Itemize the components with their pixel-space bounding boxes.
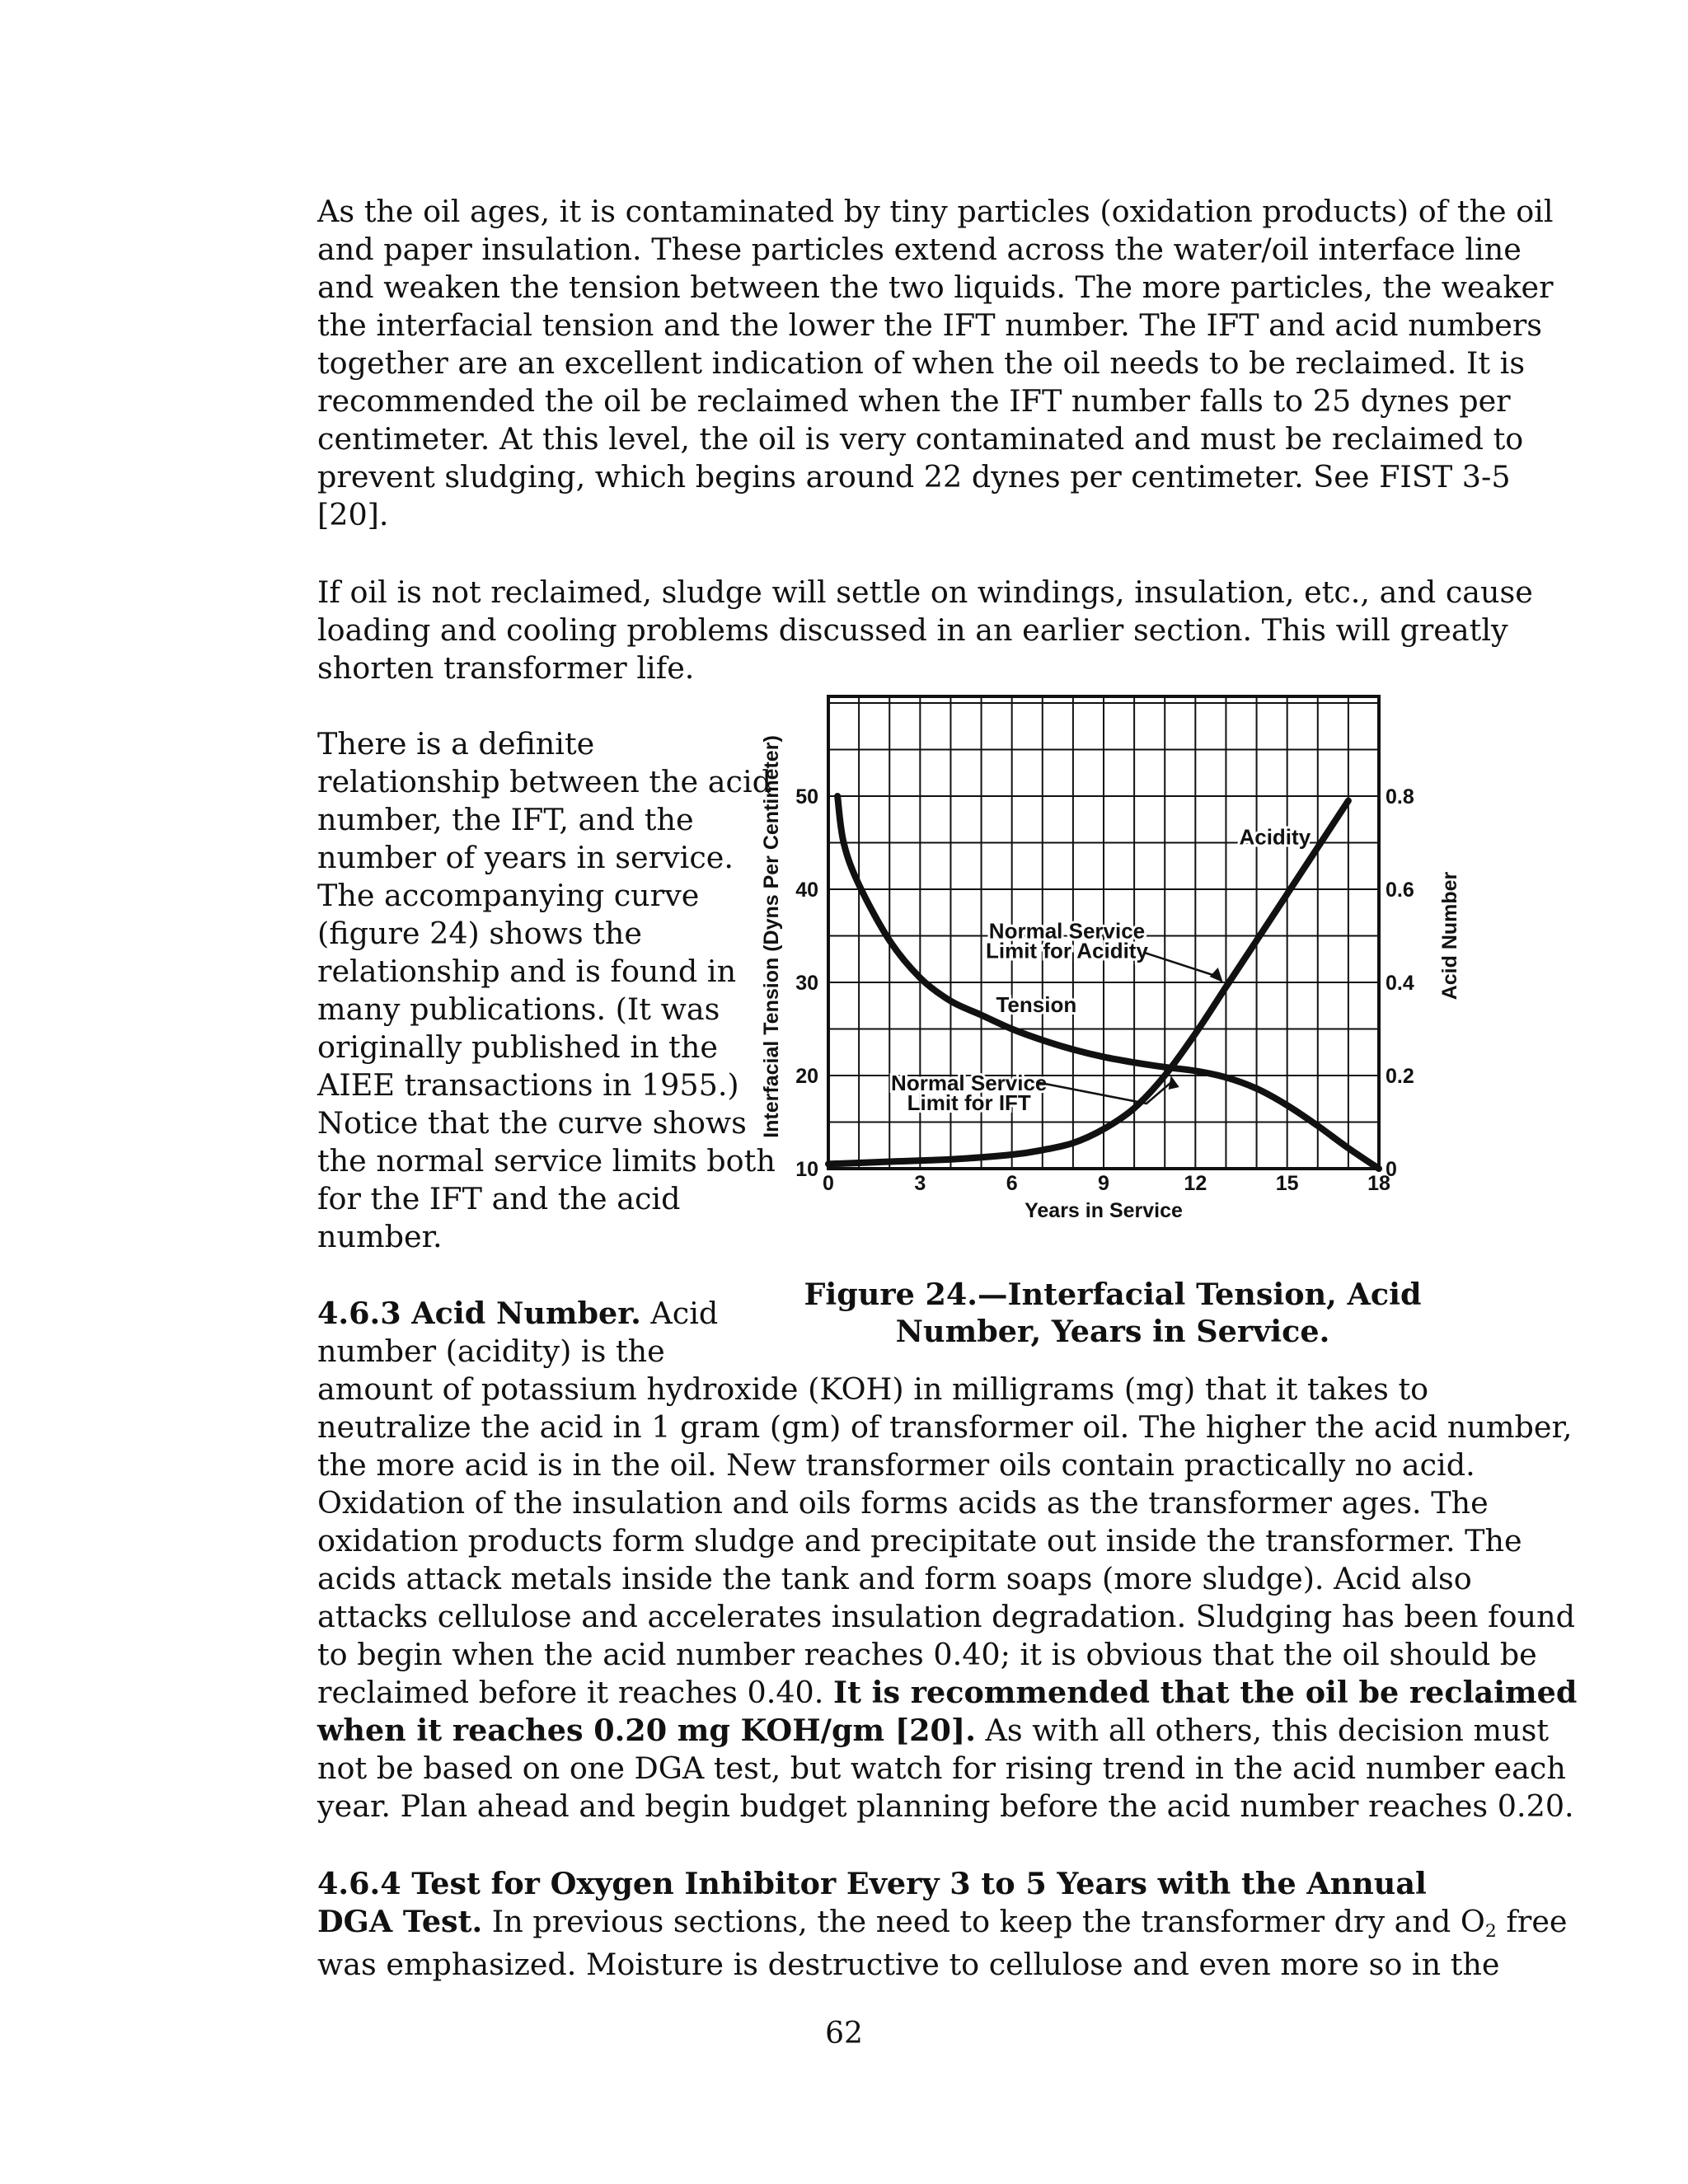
section-4-6-4-heading-end: DGA Test.	[317, 1904, 483, 1939]
section-4-6-3-line: to begin when the acid number reaches 0.40; it is obvious that the oil should be	[317, 1637, 1537, 1672]
y-right-tick-label: 0.8	[1386, 785, 1414, 808]
y-axis-right-label: Acid Number	[1438, 871, 1461, 1001]
x-axis-label: Years in Service	[1025, 1199, 1183, 1222]
x-tick-label: 6	[1006, 1172, 1018, 1195]
paragraph-ift-intro-line: centimeter. At this level, the oil is very contaminated and must be reclaimed to	[317, 421, 1524, 457]
section-4-6-3	[317, 1295, 1578, 1825]
paragraph-ift-intro-line: [20].	[317, 497, 389, 532]
paragraph-relationship-line: originally published in the	[317, 1029, 718, 1065]
section-4-6-3-line: acids attack metals inside the tank and form soaps (more sludge). Acid also	[317, 1561, 1472, 1596]
paragraph-ift-intro-line: and paper insulation. These particles extend across the water/oil interface line	[317, 232, 1522, 267]
figure-caption-line-2: Number, Years in Service.	[895, 1314, 1330, 1349]
x-tick-label: 15	[1275, 1172, 1299, 1195]
x-tick-label: 3	[914, 1172, 926, 1195]
annotation-acid-limit-leader	[1143, 953, 1220, 978]
annotation-acid-limit-arrowhead	[1210, 968, 1223, 982]
section-4-6-3-line-recommend-1	[317, 1674, 1578, 1712]
paragraph-ift-intro-line: the interfacial tension and the lower the IFT number. The IFT and acid numbers	[317, 307, 1543, 343]
y-right-tick-label: 0.2	[1386, 1065, 1414, 1088]
section-4-6-3-line: not be based on one DGA test, but watch for rising trend in the acid number each	[317, 1750, 1566, 1786]
y-left-tick-label: 30	[795, 972, 818, 995]
paragraph-relationship-line: number of years in service.	[317, 840, 734, 875]
y-right-tick-label: 0.4	[1386, 972, 1414, 995]
paragraph-relationship-line: The accompanying curve	[317, 878, 700, 913]
y-right-tick-label: 0.6	[1386, 879, 1414, 902]
section-4-6-3-line: oxidation products form sludge and precipitate out inside the transformer. The	[317, 1523, 1522, 1558]
section-4-6-3-intro-1: Acid	[640, 1296, 719, 1331]
x-tick-label: 18	[1367, 1172, 1390, 1195]
section-4-6-3-line: the more acid is in the oil. New transformer oils contain practically no acid.	[317, 1447, 1475, 1483]
y-left-tick-label: 20	[795, 1065, 818, 1088]
paragraph-ift-intro	[317, 193, 1554, 534]
paragraph-ift-intro-line: As the oil ages, it is contaminated by tiny particles (oxidation products) of the oil	[317, 194, 1554, 229]
paragraph-ift-intro-line: together are an excellent indication of when the oil needs to be reclaimed. It is	[317, 345, 1526, 381]
paragraph-relationship-line: (figure 24) shows the	[317, 916, 642, 951]
figure-24-chart	[746, 688, 1461, 1249]
section-4-6-3-text: reclaimed before it reaches 0.40.	[317, 1675, 833, 1710]
x-tick-label: 9	[1098, 1172, 1109, 1195]
section-4-6-4-heading: 4.6.4 Test for Oxygen Inhibitor Every 3 to 5 Years with the Annual	[317, 1866, 1427, 1901]
subscript-2: 2	[1484, 1921, 1497, 1942]
paragraph-relationship-line: number.	[317, 1219, 443, 1254]
paragraph-relationship-line: number, the IFT, and the	[317, 802, 694, 837]
section-4-6-3-recommendation-end: when it reaches 0.20 mg KOH/gm [20].	[317, 1713, 976, 1748]
section-4-6-3-line-recommend-2	[317, 1712, 1550, 1750]
annotation-acid-limit-line-2: Limit for Acidity	[985, 938, 1148, 963]
section-4-6-3-line: attacks cellulose and accelerates insulation degradation. Sludging has been found	[317, 1599, 1575, 1634]
y-left-tick-label: 50	[795, 785, 818, 808]
paragraph-sludge-line: shorten transformer life.	[317, 650, 695, 686]
x-tick-label: 12	[1184, 1172, 1207, 1195]
section-4-6-3-line: neutralize the acid in 1 gram (gm) of transformer oil. The higher the acid number,	[317, 1409, 1573, 1445]
annotation-acid-limit-line-1: Normal Service	[988, 918, 1146, 944]
section-4-6-3-text: As with all others, this decision must	[975, 1713, 1550, 1748]
annotation-ift-limit-arrowhead	[1169, 1076, 1179, 1090]
paragraph-relationship-line: relationship and is found in	[317, 954, 737, 989]
paragraph-sludge-line: If oil is not reclaimed, sludge will settle on windings, insulation, etc., and cause	[317, 574, 1533, 610]
section-4-6-3-line-1	[317, 1295, 1471, 1333]
section-4-6-3-recommendation: It is recommended that the oil be reclaimed	[833, 1675, 1578, 1710]
paragraph-relationship-line: many publications. (It was	[317, 991, 720, 1027]
annotation-tension-label: Tension	[996, 992, 1077, 1017]
paragraph-sludge	[317, 574, 1533, 687]
section-4-6-4	[317, 1865, 1568, 1984]
y-right-tick-label: 0	[1386, 1158, 1397, 1181]
section-4-6-3-line: amount of potassium hydroxide (KOH) in milligrams (mg) that it takes to	[317, 1371, 1429, 1407]
paragraph-relationship-line: relationship between the acid	[317, 764, 771, 799]
section-4-6-3-line: Oxidation of the insulation and oils forms acids as the transformer ages. The	[317, 1485, 1489, 1521]
section-4-6-3-heading: 4.6.3 Acid Number.	[317, 1296, 641, 1331]
page-number: 62	[825, 2017, 863, 2050]
section-4-6-4-line-3: was emphasized. Moisture is destructive to cellulose and even more so in the	[317, 1947, 1500, 1982]
paragraph-relationship-line: for the IFT and the acid	[317, 1181, 681, 1216]
paragraph-sludge-line: loading and cooling problems discussed in an earlier section. This will greatly	[317, 612, 1508, 648]
x-tick-label: 0	[823, 1172, 834, 1195]
figure-caption-line-1: Figure 24.—Interfacial Tension, Acid	[804, 1277, 1422, 1312]
paragraph-ift-intro-line: prevent sludging, which begins around 22 dynes per centimeter. See FIST 3-5	[317, 459, 1511, 494]
paragraph-relationship-line: Notice that the curve shows	[317, 1105, 747, 1141]
paragraph-ift-intro-line: recommended the oil be reclaimed when the IFT number falls to 25 dynes per	[317, 383, 1511, 419]
annotation-ift-limit-line-2: Limit for IFT	[907, 1090, 1031, 1115]
annotation-acidity-label: Acidity	[1239, 824, 1311, 850]
y-left-tick-label: 40	[795, 879, 818, 902]
section-4-6-3-line-2: number (acidity) is the	[317, 1333, 665, 1369]
section-4-6-4-text: free	[1496, 1904, 1568, 1939]
section-4-6-4-line-2	[317, 1903, 1568, 1946]
y-left-tick-label: 10	[795, 1158, 818, 1181]
section-4-6-4-text: In previous sections, the need to keep the transformer dry and O	[482, 1904, 1485, 1939]
y-axis-left-label: Interfacial Tension (Dyns Per Centimeter)	[760, 735, 783, 1138]
paragraph-relationship-line: the normal service limits both	[317, 1143, 776, 1179]
paragraph-ift-intro-line: and weaken the tension between the two liquids. The more particles, the weaker	[317, 269, 1554, 305]
section-4-6-3-line: year. Plan ahead and begin budget planning before the acid number reaches 0.20.	[317, 1788, 1574, 1824]
paragraph-relationship-line: There is a definite	[317, 726, 595, 762]
paragraph-relationship-line: AIEE transactions in 1955.)	[317, 1067, 739, 1103]
annotation-ift-limit-line-1: Normal Service	[891, 1071, 1048, 1095]
